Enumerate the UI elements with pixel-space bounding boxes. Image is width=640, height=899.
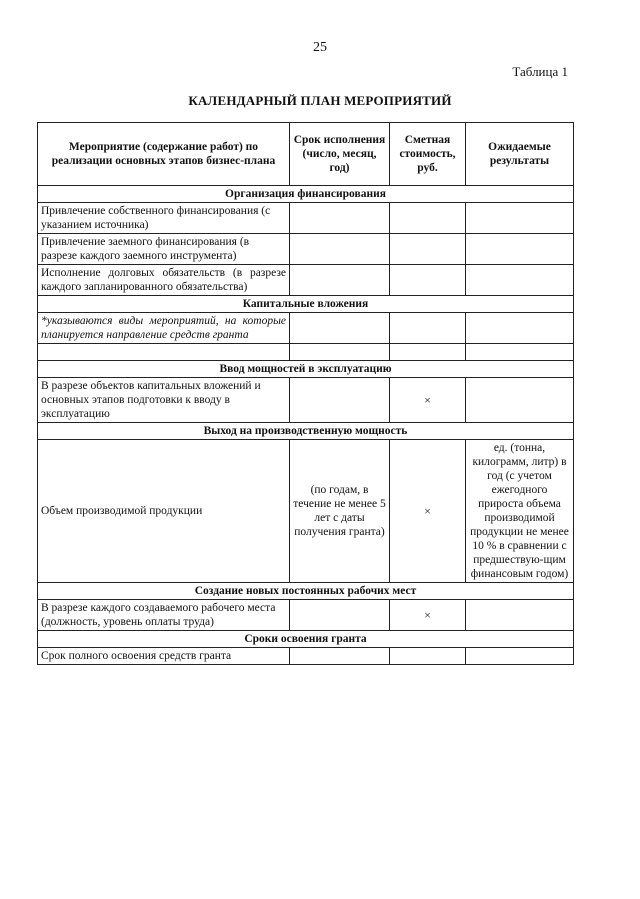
activity-cell: Привлечение заемного финансирования (в разрезе каждого заемного инструмента) — [38, 234, 290, 265]
cost-cell-cross: × — [390, 600, 466, 631]
section-title: Выход на производственную мощность — [38, 423, 574, 440]
table-row-empty — [38, 344, 574, 361]
activity-cell: Исполнение долговых обязательств (в разрезе каждого запланированного обязательства) — [38, 265, 290, 296]
table-label: Таблица 1 — [512, 64, 568, 79]
table-row — [38, 600, 574, 631]
table-row — [38, 648, 574, 665]
section-header-capital — [38, 296, 574, 313]
header-term: Срок исполнения (число, месяц, год) — [290, 123, 390, 186]
activity-cell: Привлечение собственного финансирования (с указанием источника) — [38, 203, 290, 234]
section-title: Капитальные вложения — [38, 296, 574, 313]
calendar-plan-table — [37, 122, 574, 665]
section-title: Ввод мощностей в эксплуатацию — [38, 361, 574, 378]
activity-cell: Объем производимой продукции — [38, 440, 290, 583]
result-cell — [466, 600, 574, 631]
cost-cell — [390, 648, 466, 665]
section-title: Создание новых постоянных рабочих мест — [38, 583, 574, 600]
table-row — [38, 265, 574, 296]
section-header-production — [38, 423, 574, 440]
activity-cell: В разрезе объектов капитальных вложений и основных этапов подготовки к вводу в эксплуатацию — [38, 378, 290, 423]
result-cell — [466, 234, 574, 265]
term-cell: (по годам, в течение не менее 5 лет с даты получения гранта) — [290, 440, 390, 583]
result-cell — [466, 265, 574, 296]
result-cell — [466, 344, 574, 361]
header-results: Ожидаемые результаты — [466, 123, 574, 186]
table-row — [38, 378, 574, 423]
document-title: КАЛЕНДАРНЫЙ ПЛАН МЕРОПРИЯТИЙ — [188, 93, 452, 108]
activity-cell: *указываются виды мероприятий, на которые планируется направление средств гранта — [38, 313, 290, 344]
term-cell — [290, 313, 390, 344]
cost-cell — [390, 203, 466, 234]
term-cell — [290, 234, 390, 265]
result-cell — [466, 203, 574, 234]
page-number: 25 — [313, 40, 327, 55]
header-activity: Мероприятие (содержание работ) по реализации основных этапов бизнес-плана — [38, 123, 290, 186]
section-header-grant-terms — [38, 631, 574, 648]
result-cell: ед. (тонна, килограмм, литр) в год (с учетом ежегодного прироста объема производимой продукции не менее 10 % в сравнении с предшествую-щим финансовым годом) — [466, 440, 574, 583]
activity-cell — [38, 344, 290, 361]
table-header-row — [38, 123, 574, 186]
cost-cell — [390, 313, 466, 344]
activity-cell: В разрезе каждого создаваемого рабочего места (должность, уровень оплаты труда) — [38, 600, 290, 631]
header-cost: Сметная стоимость, руб. — [390, 123, 466, 186]
section-title: Сроки освоения гранта — [38, 631, 574, 648]
activity-cell: Срок полного освоения средств гранта — [38, 648, 290, 665]
cost-cell-cross: × — [390, 440, 466, 583]
term-cell — [290, 648, 390, 665]
section-title: Организация финансирования — [38, 186, 574, 203]
term-cell — [290, 378, 390, 423]
cost-cell — [390, 344, 466, 361]
result-cell — [466, 313, 574, 344]
section-header-financing — [38, 186, 574, 203]
cost-cell — [390, 234, 466, 265]
table-row — [38, 440, 574, 583]
section-header-jobs — [38, 583, 574, 600]
table-row — [38, 234, 574, 265]
term-cell — [290, 344, 390, 361]
term-cell — [290, 203, 390, 234]
section-header-commissioning — [38, 361, 574, 378]
cost-cell-cross: × — [390, 378, 466, 423]
cost-cell — [390, 265, 466, 296]
term-cell — [290, 600, 390, 631]
term-cell — [290, 265, 390, 296]
table-row — [38, 313, 574, 344]
result-cell — [466, 648, 574, 665]
table-row — [38, 203, 574, 234]
result-cell — [466, 378, 574, 423]
